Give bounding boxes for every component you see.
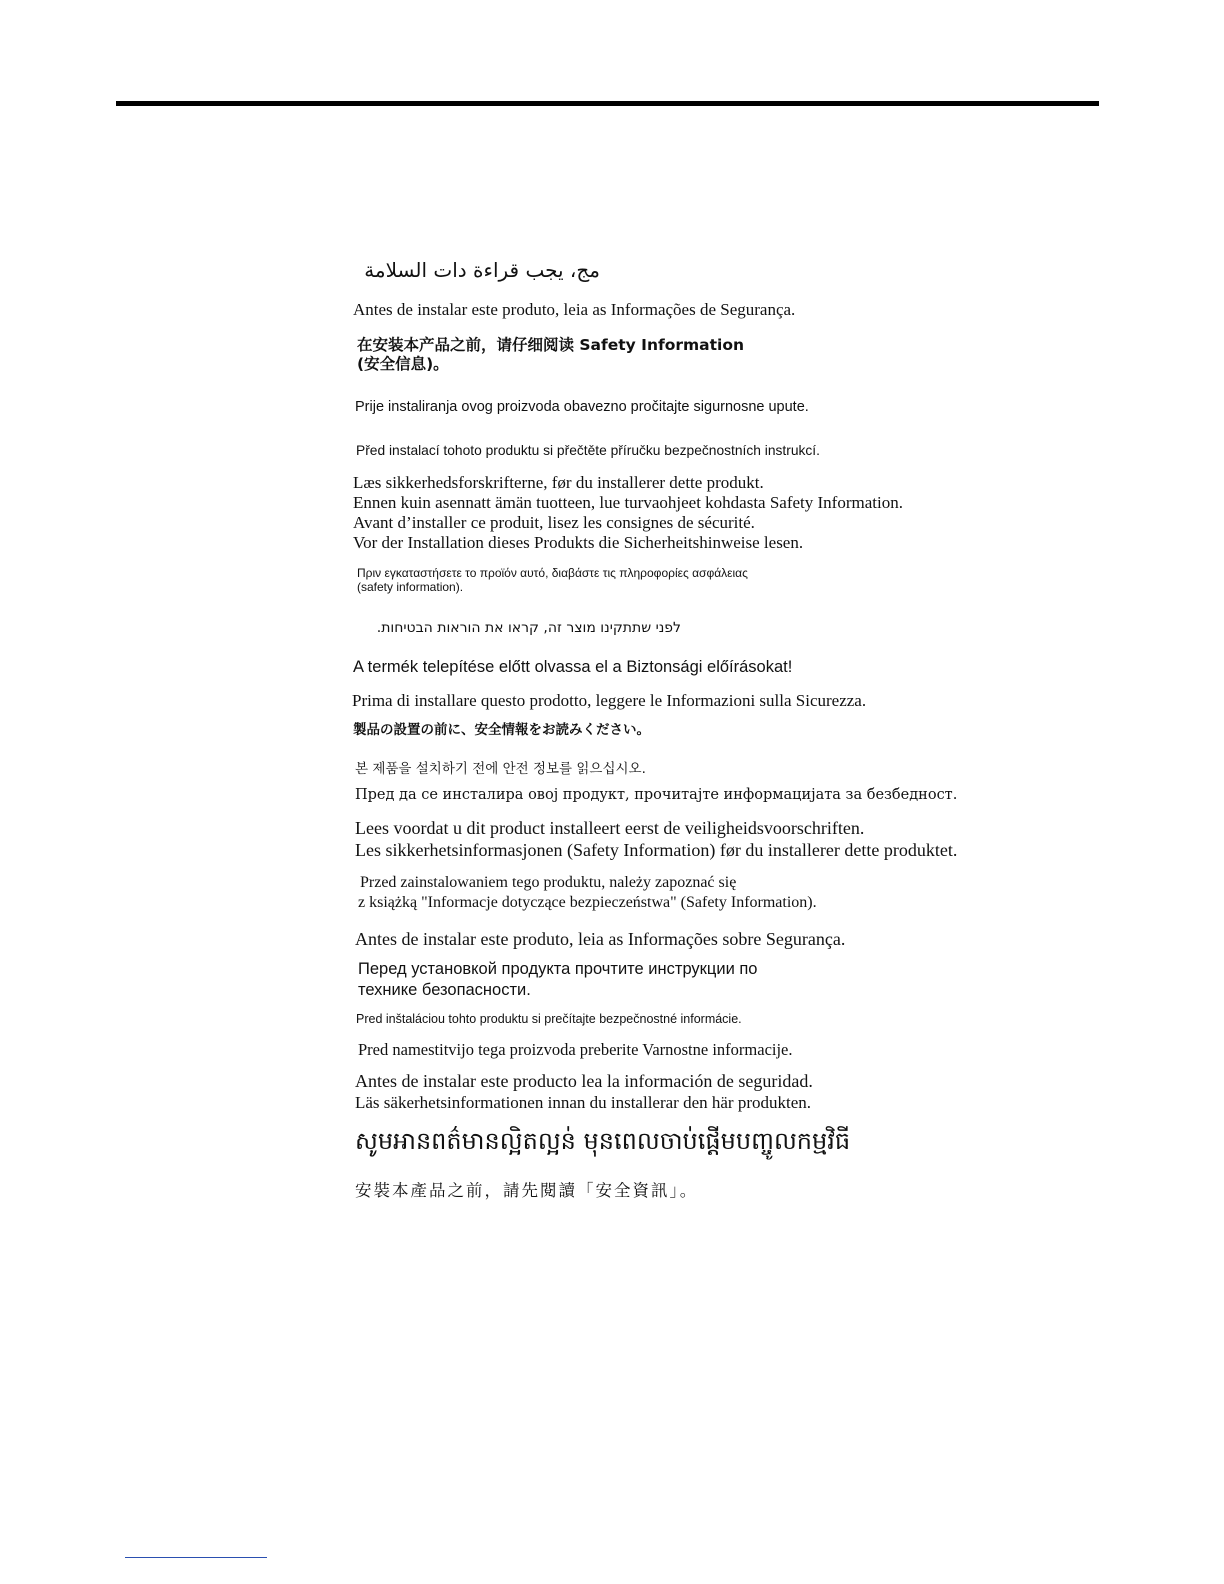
notice-finnish: Ennen kuin asennatt ämän tuotteen, lue turvaohjeet kohdasta Safety Information. (353, 493, 903, 512)
notice-german: Vor der Installation dieses Produkts die Sicherheitshinweise lesen. (353, 533, 804, 552)
notice-italian: Prima di installare questo prodotto, leggere le Informazioni sulla Sicurezza. (352, 691, 867, 710)
top-rule (116, 101, 1099, 106)
notice-swedish: Läs säkerhetsinformationen innan du installerar den här produkten. (355, 1093, 812, 1112)
notice-chinese-simplified-1: 在安装本产品之前，请仔细阅读 Safety Information (357, 336, 745, 354)
notice-korean: 본 제품을 설치하기 전에 안전 정보를 읽으십시오. (355, 761, 646, 777)
notice-croatian: Prije instaliranja ovog proizvoda obavezno pročitajte sigurnosne upute. (355, 399, 809, 415)
notice-french: Avant d’installer ce produit, lisez les consignes de sécurité. (353, 513, 755, 532)
notice-greek-1: Πριν εγκαταστήσετε το προϊόν αυτό, διαβάστε τις πληροφορίες ασφάλειας (357, 566, 748, 580)
notice-russian-1: Перед установкой продукта прочтите инструкции по (358, 960, 758, 978)
notice-portuguese: Antes de instalar este produto, leia as Informações sobre Segurança. (355, 929, 846, 949)
notice-greek-2: (safety information). (357, 580, 464, 594)
notice-danish: Læs sikkerhedsforskrifterne, før du installerer dette produkt. (353, 473, 764, 492)
notice-chinese-simplified-2: (安全信息)。 (357, 355, 449, 373)
notice-spanish: Antes de instalar este producto lea la información de seguridad. (355, 1071, 813, 1091)
notice-hungarian: A termék telepítése előtt olvassa el a Biztonsági előírásokat! (353, 658, 793, 676)
notice-polish-1: Przed zainstalowaniem tego produktu, należy zapoznać się (360, 874, 737, 891)
notice-portuguese-br: Antes de instalar este produto, leia as Informações de Segurança. (353, 300, 796, 319)
notice-hebrew: לפני שתתקינו מוצר זה, קראו את הוראות הבטיחות. (376, 620, 681, 636)
notice-dutch: Lees voordat u dit product installeert eerst de veiligheidsvoorschriften. (355, 818, 865, 838)
notice-norwegian: Les sikkerhetsinformasjonen (Safety Information) før du installerer dette produktet. (355, 840, 958, 860)
notice-arabic: مج، يجب قراءة دات السلامة (364, 258, 600, 282)
notice-japanese: 製品の設置の前に、安全情報をお読みください。 (353, 722, 650, 738)
notice-khmer: សូមអានពត៌មានល្អិតល្អន់ មុនពេលចាប់ផ្តើមបញ្ចូលកម្មវិធី (355, 1127, 851, 1155)
footnote-rule (125, 1557, 267, 1558)
notice-polish-2: z książką "Informacje dotyczące bezpieczeństwa" (Safety Information). (358, 894, 817, 911)
notice-macedonian: Пред да се инсталира овој продукт, прочитајте информацијата за безбедност. (355, 787, 958, 803)
notice-russian-2: технике безопасности. (358, 981, 531, 999)
notice-slovak: Pred inštaláciou tohto produktu si prečítajte bezpečnostné informácie. (356, 1012, 742, 1026)
notice-czech: Před instalací tohoto produktu si přečtěte příručku bezpečnostních instrukcí. (356, 443, 820, 458)
notice-chinese-traditional: 安裝本產品之前，請先閱讀「安全資訊」。 (355, 1181, 699, 1200)
notice-slovenian: Pred namestitvijo tega proizvoda preberite Varnostne informacije. (358, 1040, 793, 1059)
